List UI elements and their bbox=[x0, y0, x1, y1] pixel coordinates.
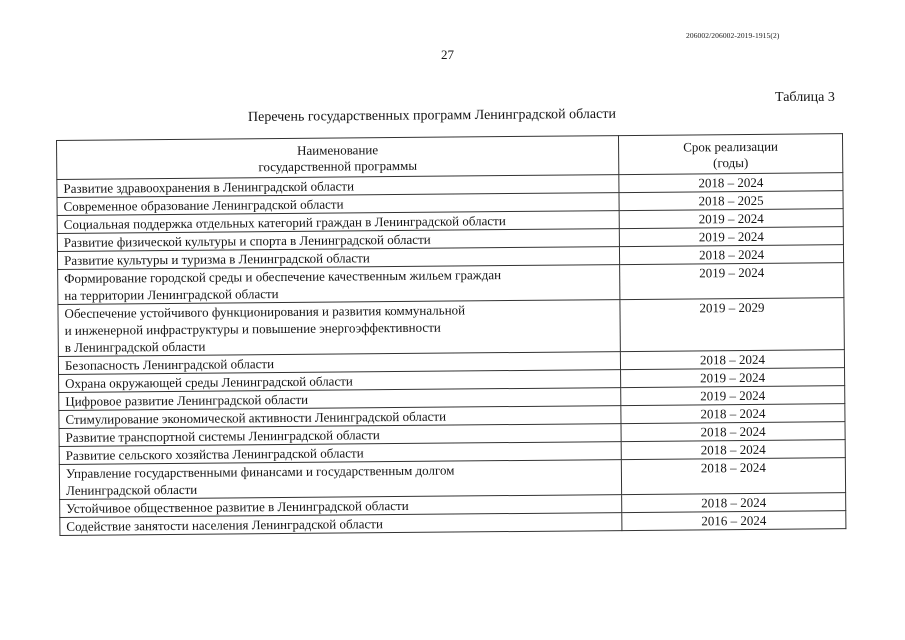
program-name-cell: Охрана окружающей среды Ленинградской области bbox=[59, 370, 621, 393]
program-name-cell: Развитие сельского хозяйства Ленинградской области bbox=[59, 442, 621, 465]
program-term-cell: 2019 – 2024 bbox=[621, 386, 845, 406]
program-term-cell: 2019 – 2024 bbox=[621, 368, 845, 388]
program-term-cell: 2018 – 2024 bbox=[619, 173, 843, 193]
program-term-cell: 2018 – 2024 bbox=[621, 422, 845, 442]
program-name-cell: Развитие здравоохранения в Ленинградской области bbox=[57, 175, 619, 198]
column-header-term: Срок реализации (годы) bbox=[618, 134, 842, 175]
document-title: Перечень государственных программ Ленинградской области bbox=[247, 106, 617, 125]
program-name-cell: Управление государственными финансами и государственным долгом Ленинградской области bbox=[59, 460, 621, 500]
document-id: 206002/206002-2019-1915(2) bbox=[686, 31, 780, 40]
program-term-cell: 2018 – 2024 bbox=[622, 493, 846, 513]
program-term-cell: 2019 – 2024 bbox=[620, 263, 844, 300]
programs-table-container bbox=[56, 133, 845, 536]
program-name-cell: Обеспечение устойчивого функционирования и развития коммунальной и инженерной инфраструктуры и повышение энергоэффективности в Ленинградской области bbox=[58, 300, 620, 357]
program-term-cell: 2018 – 2024 bbox=[619, 245, 843, 265]
program-name-cell: Развитие физической культуры и спорта в Ленинградской области bbox=[57, 229, 619, 252]
program-term-cell: 2018 – 2024 bbox=[621, 458, 845, 495]
program-name-cell: Содействие занятости населения Ленинградской области bbox=[60, 513, 622, 536]
program-term-cell: 2018 – 2024 bbox=[621, 440, 845, 460]
program-name-cell: Стимулирование экономической активности Ленинградской области bbox=[59, 406, 621, 429]
program-name-cell: Социальная поддержка отдельных категорий граждан в Ленинградской области bbox=[57, 211, 619, 234]
table-body bbox=[57, 173, 846, 536]
column-header-name: Наименование государственной программы bbox=[57, 136, 619, 180]
table-row bbox=[58, 298, 844, 357]
program-term-cell: 2018 – 2024 bbox=[620, 350, 844, 370]
program-term-cell: 2016 – 2024 bbox=[622, 511, 846, 531]
program-term-cell: 2018 – 2025 bbox=[619, 191, 843, 211]
program-name-cell: Цифровое развитие Ленинградской области bbox=[59, 388, 621, 411]
programs-table bbox=[56, 133, 846, 536]
program-name-cell: Развитие культуры и туризма в Ленинградской области bbox=[57, 247, 619, 270]
program-term-cell: 2019 – 2024 bbox=[619, 209, 843, 229]
program-name-cell: Современное образование Ленинградской области bbox=[57, 193, 619, 216]
page-number: 27 bbox=[441, 47, 454, 62]
program-name-cell: Безопасность Ленинградской области bbox=[58, 352, 620, 375]
program-name-cell: Развитие транспортной системы Ленинградской области bbox=[59, 424, 621, 447]
table-label: Таблица 3 bbox=[775, 90, 835, 105]
program-term-cell: 2018 – 2024 bbox=[621, 404, 845, 424]
program-term-cell: 2019 – 2024 bbox=[619, 227, 843, 247]
program-term-cell: 2019 – 2029 bbox=[620, 298, 844, 352]
program-name-cell: Формирование городской среды и обеспечение качественным жильем граждан на территории Ленинградской области bbox=[58, 265, 620, 305]
program-name-cell: Устойчивое общественное развитие в Ленинградской области bbox=[60, 495, 622, 518]
table-header-row bbox=[57, 134, 843, 180]
